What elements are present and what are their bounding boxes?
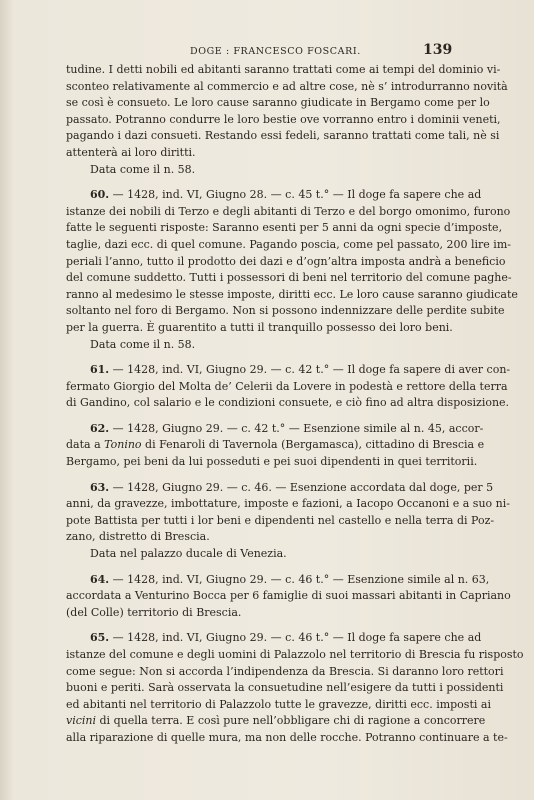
date-line: Data nel palazzo ducale di Venezia.	[90, 547, 287, 561]
entry-heading: — 1428, ind. VI, Giugno 29. — c. 46 t.° — Esenzione simile al n. 63,	[109, 572, 490, 586]
entry-heading: — 1428, ind. VI, Giugno 29. — c. 42 t.° — Il doge fa sapere di aver con-	[109, 363, 511, 377]
text-line: pagando i dazi consueti. Restando essi fedeli, saranno trattati come tali, nè si	[66, 129, 500, 143]
text-line: istanze del comune e degli uomini di Palazzolo nel territorio di Brescia fu risposto	[66, 648, 524, 661]
entry-first-line	[66, 362, 511, 379]
text-line: come segue: Non si accorda l’indipendenza da Brescia. Si daranno loro rettori	[66, 664, 504, 678]
entry-first-line	[66, 187, 482, 204]
text-line: accordata a Venturino Bocca per 6 famiglie di suoi massari abitanti in Capriano	[66, 589, 511, 603]
text-line: zano, distretto di Brescia.	[66, 530, 210, 544]
date-line: Data come il n. 58.	[90, 162, 196, 176]
text-line: ranno al medesimo le stesse imposte, diritti ecc. Le loro cause saranno giudicate	[66, 287, 518, 301]
text-line: sconteo relativamente al commercio e ad altre cose, nè s’ introdurranno novità	[66, 79, 508, 93]
text-line: del comune suddetto. Tutti i possessori di beni nel territorio del comune paghe-	[66, 271, 512, 285]
entry-heading: — 1428, ind. VI, Giugno 28. — c. 45 t.° — Il doge fa sapere che ad	[109, 188, 482, 202]
entry-number: 65.	[90, 631, 110, 645]
entry-60	[66, 187, 518, 353]
text-fragment: data a	[66, 438, 105, 452]
entry-64	[66, 572, 511, 622]
entry-first-line	[66, 630, 482, 647]
text-line: tudine. I detti nobili ed abitanti saranno trattati come ai tempi del dominio vi-	[66, 63, 501, 76]
running-title: DOGE : FRANCESCO FOSCARI.	[190, 46, 361, 57]
italic-name: Tonino	[104, 438, 142, 452]
text-line: fatte le seguenti risposte: Saranno esenti per 5 anni da ogni specie d’imposte,	[66, 221, 503, 235]
body-text	[66, 62, 524, 747]
italic-word: vicini	[66, 714, 97, 728]
text-line	[66, 713, 486, 730]
entry-heading: — 1428, Giugno 29. — c. 42 t.° — Esenzione simile al n. 45, accor-	[109, 421, 484, 435]
text-line: pote Battista per tutti i lor beni e dipendenti nel castello e nella terra di Poz-	[66, 513, 495, 527]
text-line: Bergamo, pei beni da lui posseduti e pei suoi dipendenti in quei territorii.	[66, 455, 478, 469]
entry-63	[66, 480, 510, 563]
entry-number: 63.	[90, 480, 110, 494]
text-line: alla riparazione di quelle mura, ma non delle rocche. Potranno continuare a te-	[66, 730, 508, 744]
continuation-paragraph	[66, 62, 508, 178]
page-number: 139	[423, 42, 453, 58]
entry-first-line	[66, 421, 484, 438]
entry-heading: — 1428, ind. VI, Giugno 29. — c. 46 t.° — Il doge fa sapere che ad	[109, 631, 482, 645]
entry-heading: — 1428, Giugno 29. — c. 46. — Esenzione accordata dal doge, per 5	[109, 480, 494, 494]
page-header	[0, 42, 534, 62]
entry-first-line	[66, 480, 494, 497]
text-line: soltanto nel foro di Bergamo. Non si possono indennizzare delle perdite subite	[66, 304, 505, 318]
text-line: periali l’anno, tutto il prodotto dei dazi e d’ogn’altra imposta andrà a beneficio	[66, 254, 506, 268]
text-line: taglie, dazi ecc. di quel comune. Pagando poscia, come pel passato, 200 lire im-	[66, 237, 511, 251]
text-line	[66, 437, 485, 454]
text-line: anni, da gravezze, imbottature, imposte e fazioni, a Iacopo Occanoni e a suo ni-	[66, 497, 510, 511]
text-line: di Gandino, col salario e le condizioni consuete, e ciò fino ad altra disposizione.	[66, 396, 510, 410]
text-line: buoni e periti. Sarà osservata la consuetudine nell’esigere da tutti i possidenti	[66, 681, 504, 695]
text-line: per la guerra. È guarentito a tutti il tranquillo possesso dei loro beni.	[66, 320, 453, 334]
entry-first-line	[66, 572, 490, 589]
entry-number: 62.	[90, 421, 110, 435]
text-line: passato. Potranno condurre le loro bestie ove vorranno entro i dominii veneti,	[66, 112, 501, 126]
entry-62	[66, 421, 485, 471]
entry-65	[66, 630, 524, 746]
entry-number: 61.	[90, 363, 110, 377]
text-line: ed abitanti nel territorio di Palazzolo tutte le gravezze, diritti ecc. imposti ai	[66, 697, 491, 711]
text-line: attenterà ai loro diritti.	[66, 145, 196, 159]
date-line: Data come il n. 58.	[90, 337, 196, 351]
text-line: fermato Giorgio del Molta de’ Celerii da Lovere in podestà e rettore della terra	[66, 379, 508, 393]
entry-61	[66, 362, 511, 412]
text-fragment: di Fenaroli di Tavernola (Bergamasca), cittadino di Brescia e	[141, 438, 485, 452]
text-fragment: di quella terra. E così pure nell’obbligare chi di ragione a concorrere	[96, 714, 486, 728]
entry-number: 64.	[90, 572, 110, 586]
text-line: istanze dei nobili di Terzo e degli abitanti di Terzo e del borgo omonimo, furono	[66, 204, 511, 218]
text-line: se così è consueto. Le loro cause saranno giudicate in Bergamo come per lo	[66, 96, 490, 110]
text-line: (del Colle) territorio di Brescia.	[66, 605, 242, 619]
entry-number: 60.	[90, 188, 110, 202]
